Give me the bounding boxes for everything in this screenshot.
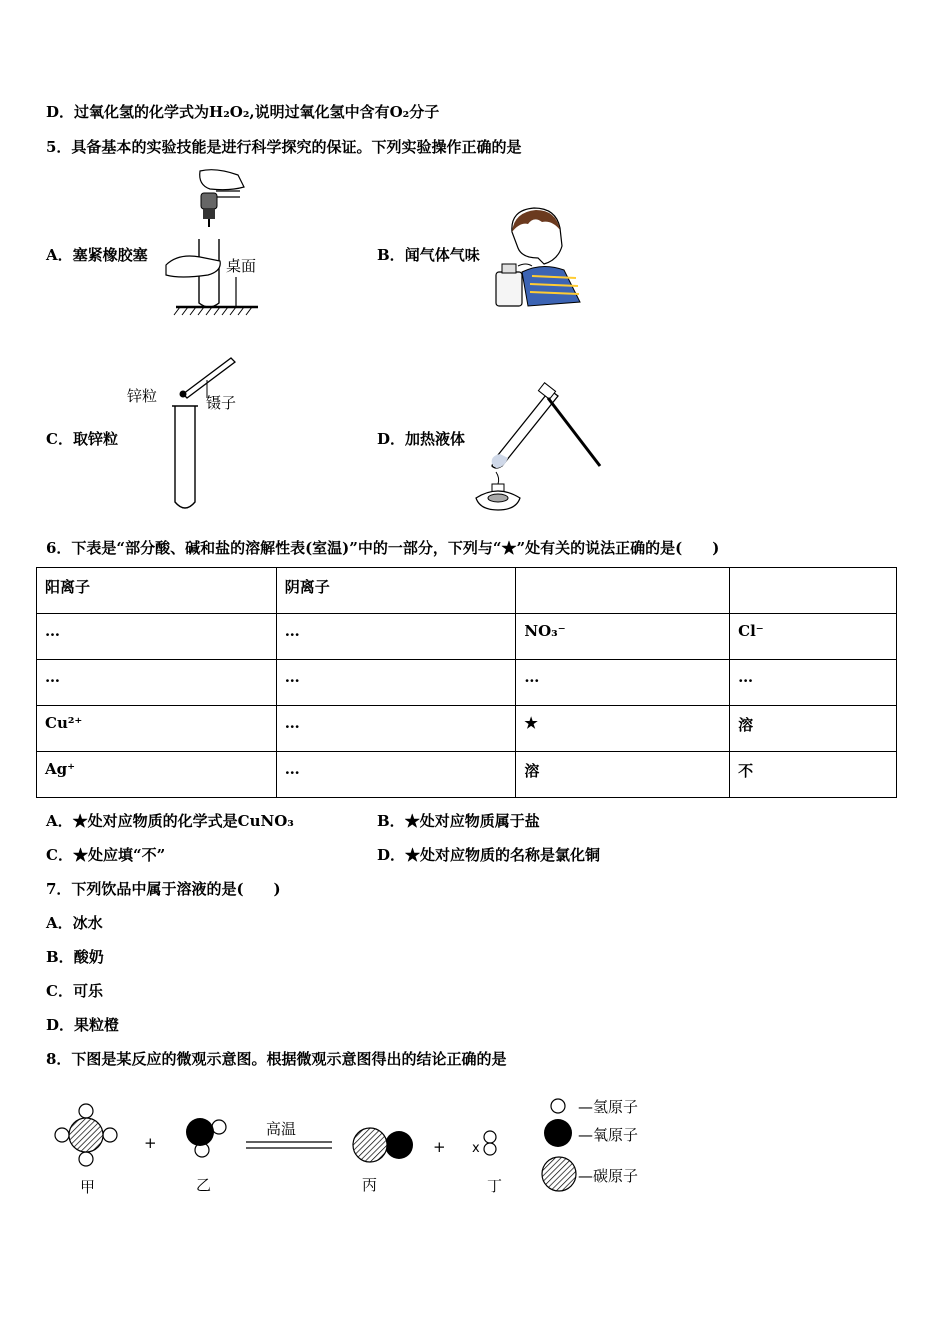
table-row — [37, 752, 897, 798]
table-row — [37, 706, 897, 752]
table-cell: 溶 — [516, 752, 730, 798]
label-ding: 丁 — [487, 1177, 503, 1195]
q5-option-c-text: 取锌粒 — [72, 430, 118, 448]
q5-option-b-text: 闻气体气味 — [404, 246, 480, 264]
molecule-jia — [55, 1104, 117, 1166]
molecule-yi — [186, 1118, 226, 1157]
table-cell: 不 — [730, 752, 897, 798]
table-cell: Cl⁻ — [730, 614, 897, 660]
q7-option-d-text: 果粒橙 — [74, 1016, 120, 1034]
label-yi: 乙 — [196, 1176, 212, 1194]
q7-option-a-letter: A． — [46, 914, 73, 932]
q6-option-d — [377, 844, 600, 865]
table-row — [37, 660, 897, 706]
q7-option-c-text: 可乐 — [72, 982, 103, 1000]
q8-stem: 8．下图是某反应的微观示意图。根据微观示意图得出的结论正确的是 — [46, 1050, 507, 1068]
q5-option-d — [377, 428, 465, 449]
table-cell: … — [37, 614, 277, 660]
q5-option-d-text: 加热液体 — [405, 430, 466, 448]
table-cell: … — [276, 660, 516, 706]
table-cell: … — [730, 660, 897, 706]
q7-option-d-letter: D． — [46, 1016, 75, 1034]
table-cell: … — [516, 660, 730, 706]
figure-label-tweezers: 镊子 — [206, 394, 237, 412]
label-jia: 甲 — [80, 1178, 96, 1196]
table-cell: ★ — [516, 706, 730, 752]
coefficient-x: x — [472, 1141, 480, 1156]
condition-high-temp: 高温 — [266, 1120, 297, 1138]
figure-smell-gas — [492, 202, 584, 312]
q4-option-d-text: 过氧化氢的化学式为H₂O₂,说明过氧化氢中含有O₂分子 — [74, 103, 440, 121]
q7-option-c-letter: C． — [46, 982, 73, 1000]
table-cell: … — [37, 660, 277, 706]
q6-option-b-text: ★处对应物质属于盐 — [404, 812, 540, 830]
q6-option-d-letter: D． — [377, 846, 406, 864]
molecule-bing — [353, 1128, 413, 1162]
q6-option-b-letter: B． — [377, 812, 405, 830]
q5-option-a-text: 塞紧橡胶塞 — [72, 246, 148, 264]
table-cell: … — [276, 614, 516, 660]
table-cell: … — [276, 752, 516, 798]
legend-carbon: —碳原子 — [578, 1167, 639, 1185]
q5-option-a — [46, 244, 148, 265]
table-cell: 阴离子 — [276, 568, 516, 614]
q6-option-c — [46, 844, 165, 865]
molecule-ding — [484, 1131, 496, 1155]
plus-sign-1: + — [144, 1134, 157, 1152]
q4-option-d — [46, 101, 439, 122]
figure-label-zinc: 锌粒 — [127, 387, 158, 405]
table-row — [37, 568, 897, 614]
solubility-table — [36, 567, 897, 798]
q4-option-d-letter: D． — [46, 103, 75, 121]
q5-option-a-letter: A． — [46, 246, 73, 264]
q7-stem: 7．下列饮品中属于溶液的是( ) — [46, 880, 281, 898]
reaction-diagram — [40, 1090, 680, 1205]
plus-sign-2: + — [433, 1138, 446, 1156]
table-cell: 溶 — [730, 706, 897, 752]
legend-oxygen: —氧原子 — [578, 1126, 639, 1144]
table-cell: NO₃⁻ — [516, 614, 730, 660]
q6-option-c-text: ★处应填“不” — [72, 846, 166, 864]
q6-option-d-text: ★处对应物质的名称是氯化铜 — [405, 846, 601, 864]
legend — [542, 1098, 638, 1191]
q5-stem: 5．具备基本的实验技能是进行科学探究的保证。下列实验操作正确的是 — [46, 138, 522, 156]
table-row — [37, 614, 897, 660]
q6-option-a — [46, 810, 294, 831]
q5-option-b-letter: B． — [377, 246, 405, 264]
q6-option-a-text: ★处对应物质的化学式是CuNO₃ — [72, 812, 294, 830]
q7-option-b-letter: B． — [46, 948, 74, 966]
label-bing: 丙 — [362, 1176, 378, 1194]
q6-option-c-letter: C． — [46, 846, 73, 864]
q6-option-a-letter: A． — [46, 812, 73, 830]
table-cell: Ag⁺ — [37, 752, 277, 798]
legend-hydrogen: —氢原子 — [578, 1098, 639, 1116]
table-cell: Cu²⁺ — [37, 706, 277, 752]
table-cell: … — [276, 706, 516, 752]
figure-zinc-tweezers — [165, 350, 245, 515]
q7-option-b-text: 酸奶 — [73, 948, 104, 966]
q6-option-b — [377, 810, 540, 831]
figure-insert-stopper — [158, 165, 268, 320]
q7-option-a-text: 冰水 — [72, 914, 103, 932]
q6-stem: 6．下表是“部分酸、碱和盐的溶解性表(室温)”中的一部分，下列与“★”处有关的说法正确的是( ) — [46, 539, 720, 557]
q7-option-b — [46, 946, 104, 967]
table-cell: 阳离子 — [37, 568, 277, 614]
table-cell — [730, 568, 897, 614]
q5-option-c — [46, 428, 118, 449]
q7-option-c — [46, 980, 103, 1001]
q5-option-b — [377, 244, 480, 265]
table-cell — [516, 568, 730, 614]
q7-option-a — [46, 912, 103, 933]
q5-option-c-letter: C． — [46, 430, 73, 448]
q5-option-d-letter: D． — [377, 430, 406, 448]
figure-heat-liquid — [470, 380, 605, 515]
figure-label-table: 桌面 — [226, 257, 257, 275]
q7-option-d — [46, 1014, 119, 1035]
